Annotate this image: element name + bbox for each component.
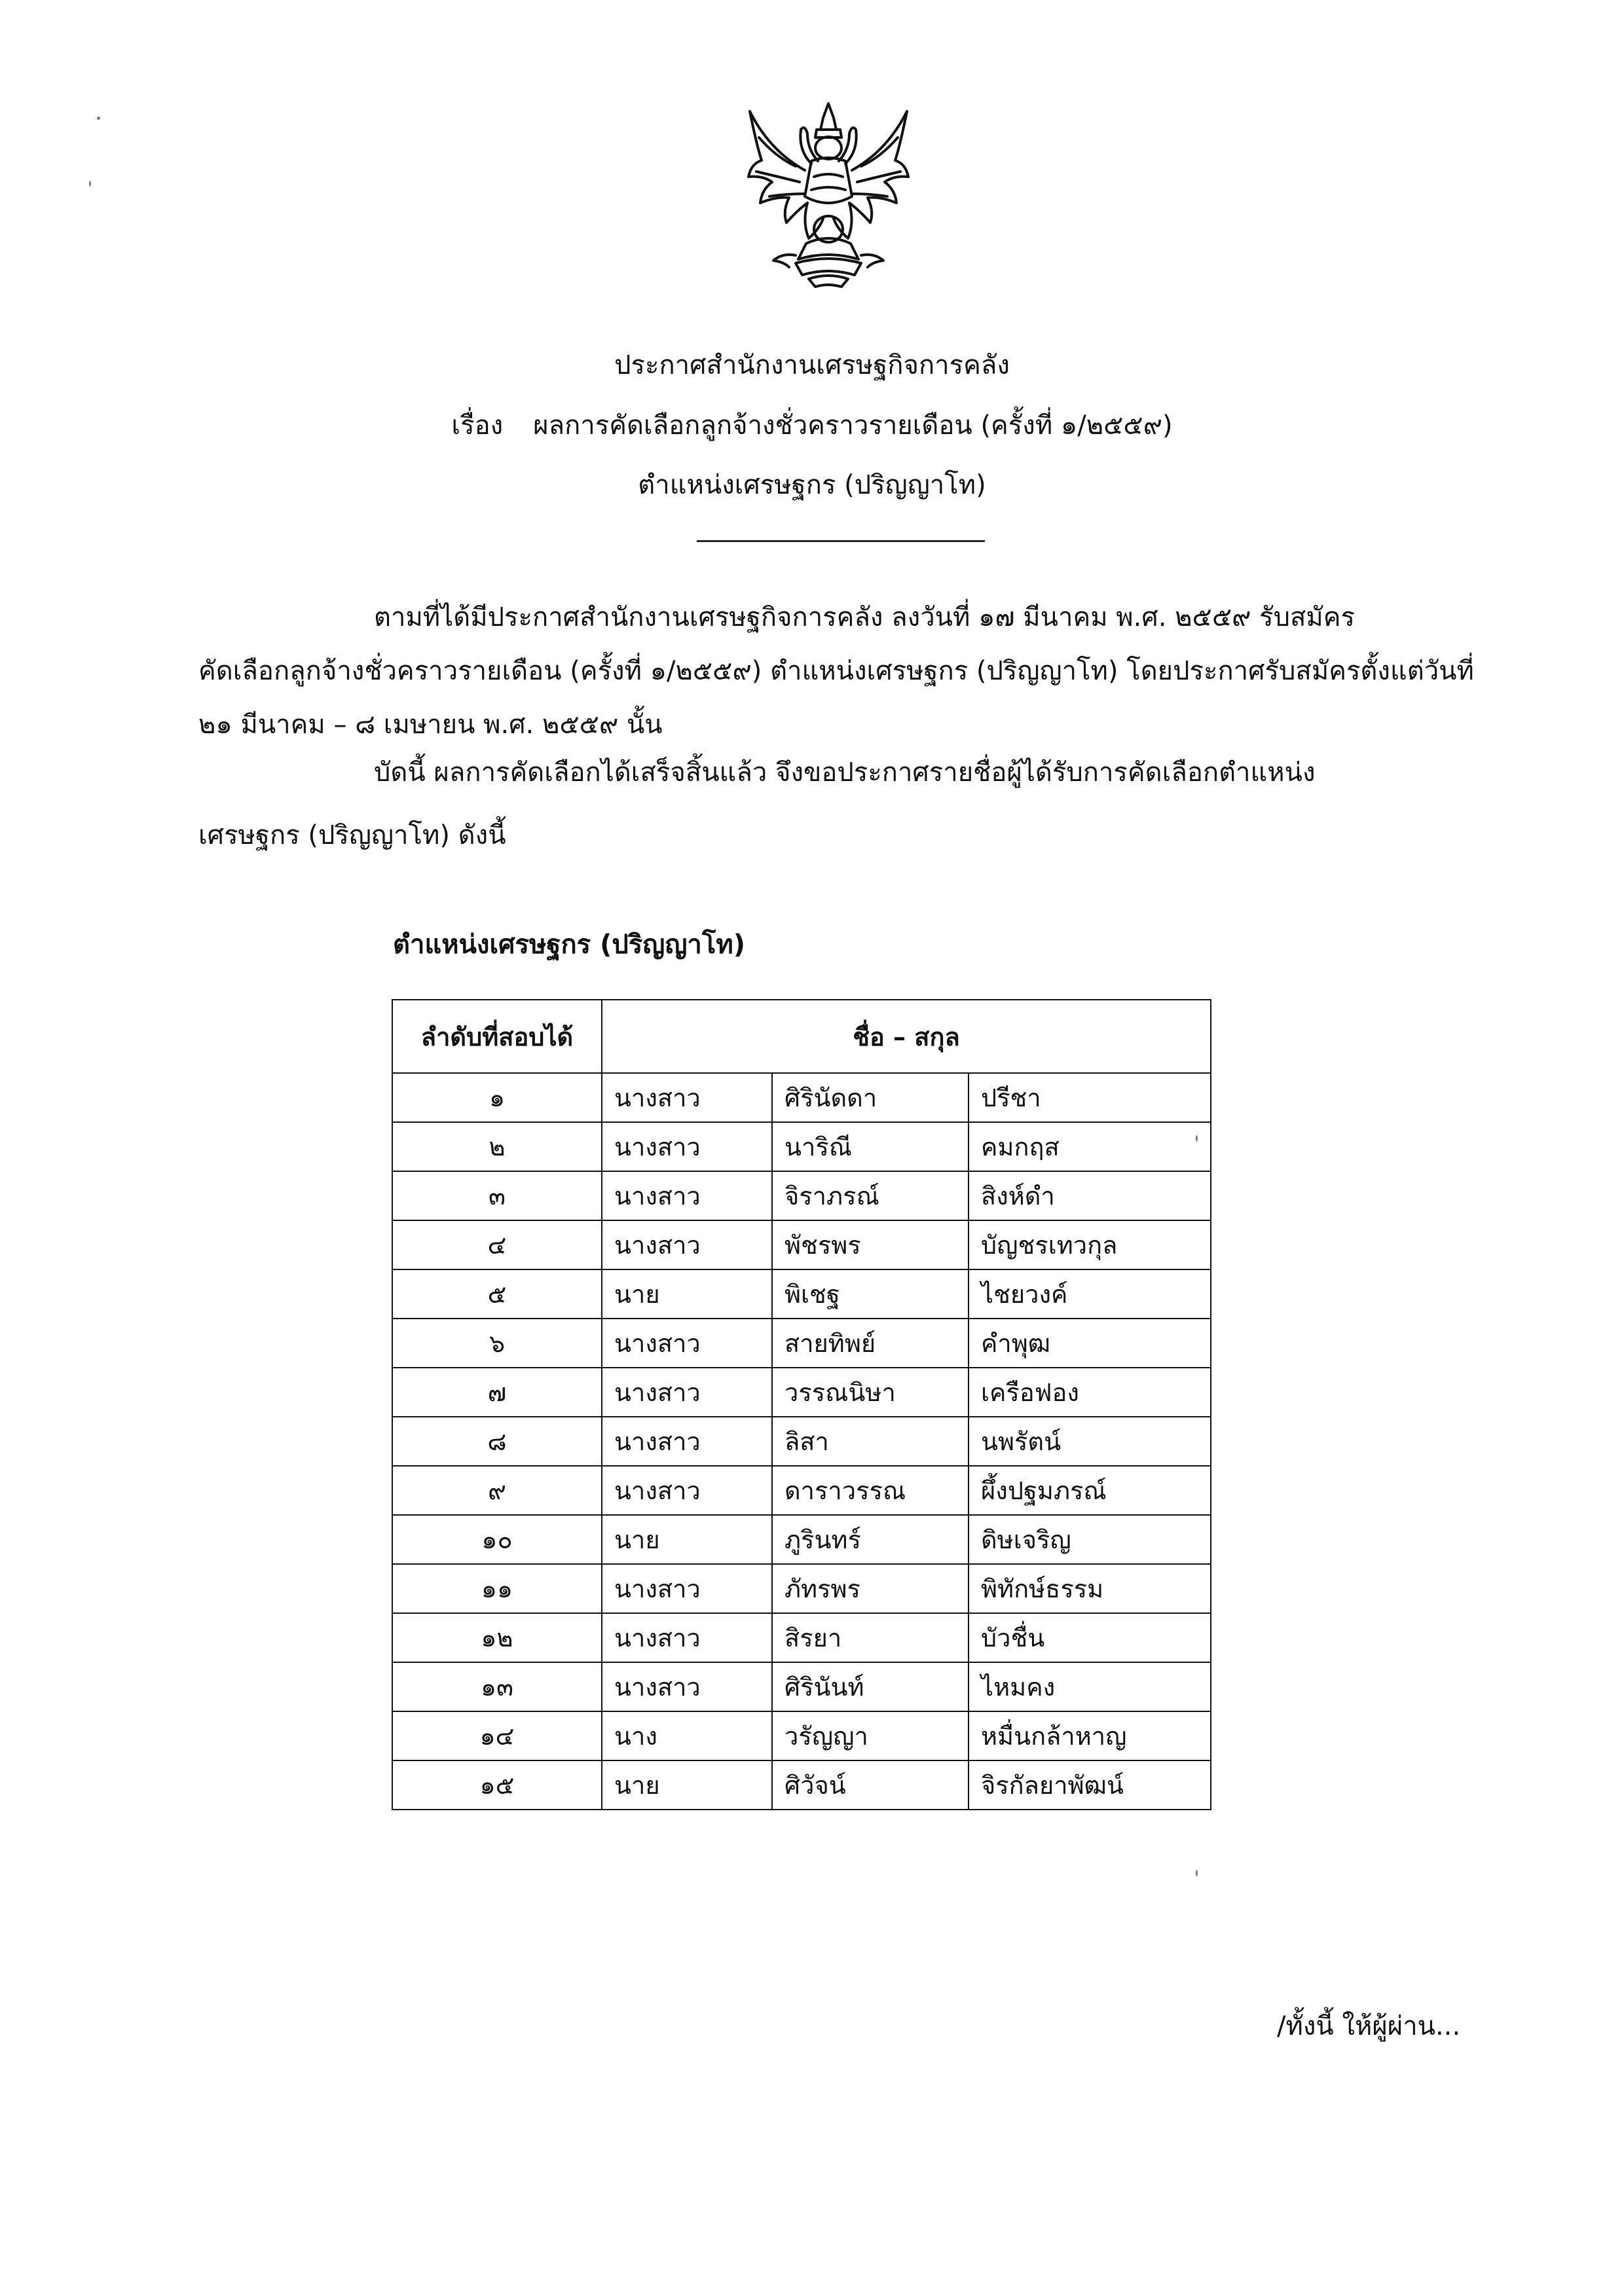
first-name-cell: ภัทรพร [772,1564,969,1613]
rank-cell: ๗ [392,1368,602,1417]
first-name-cell: ศิรินันท์ [772,1662,969,1711]
results-table [392,999,1211,1810]
subject-text: ผลการคัดเลือกลูกจ้างชั่วคราวรายเดือน (ครั้งที่ ๑/๒๕๕๙) [533,410,1173,441]
last-name-cell: ผึ้งปฐมภรณ์ [969,1466,1211,1515]
announcement-position: ตำแหน่งเศรษฐกร (ปริญญาโท) [638,470,986,500]
prefix-cell: นาง [602,1711,772,1760]
last-name-cell: สิงห์ดำ [969,1171,1211,1220]
table-row [392,1760,1211,1810]
last-name-cell: ไหมคง [969,1662,1211,1711]
table-row [392,1711,1211,1760]
first-name-cell: วรรณนิษา [772,1368,969,1417]
last-name-cell: คำพุฒ [969,1319,1211,1368]
scan-speck [1196,1870,1198,1876]
table-row [392,1515,1211,1564]
paragraph-announcement [198,756,1495,852]
scan-speck [89,181,91,187]
prefix-cell: นางสาว [602,1220,772,1269]
rank-cell: ๑๓ [392,1662,602,1711]
table-row [392,1368,1211,1417]
rank-cell: ๑๔ [392,1711,602,1760]
last-name-cell: เครือฟอง [969,1368,1211,1417]
last-name-cell: พิทักษ์ธรรม [969,1564,1211,1613]
last-name-cell: ปรีชา [969,1073,1211,1122]
table-row [392,1122,1211,1171]
subject-label: เรื่อง [451,410,504,441]
rank-cell: ๓ [392,1171,602,1220]
paragraph-line: บัดนี้ ผลการคัดเลือกได้เสร็จสิ้นแล้ว จึงขอประกาศรายชื่อผู้ได้รับการคัดเลือกตำแหน่ง [374,757,1316,788]
last-name-cell: บัญชรเทวกุล [969,1220,1211,1269]
header-rank: ลำดับที่สอบได้ [392,1000,602,1073]
prefix-cell: นางสาว [602,1417,772,1466]
first-name-cell: พิเชฐ [772,1269,969,1319]
prefix-cell: นาย [602,1515,772,1564]
table-row [392,1662,1211,1711]
prefix-cell: นางสาว [602,1319,772,1368]
prefix-cell: นางสาว [602,1073,772,1122]
section-heading: ตำแหน่งเศรษฐกร (ปริญญาโท) [393,930,745,960]
first-name-cell: ภูรินทร์ [772,1515,969,1564]
table-row [392,1417,1211,1466]
rank-cell: ๕ [392,1269,602,1319]
first-name-cell: สายทิพย์ [772,1319,969,1368]
prefix-cell: นางสาว [602,1466,772,1515]
first-name-cell: จิราภรณ์ [772,1171,969,1220]
table-row [392,1613,1211,1662]
continuation-note: /ทั้งนี้ ให้ผู้ผ่าน... [1277,2011,1461,2041]
last-name-cell: ไชยวงค์ [969,1269,1211,1319]
rank-cell: ๘ [392,1417,602,1466]
prefix-cell: นางสาว [602,1564,772,1613]
prefix-cell: นางสาว [602,1171,772,1220]
prefix-cell: นางสาว [602,1368,772,1417]
first-name-cell: นาริณี [772,1122,969,1171]
last-name-cell: นพรัตน์ [969,1417,1211,1466]
first-name-cell: ดาราวรรณ [772,1466,969,1515]
paragraph-background [198,601,1495,741]
last-name-cell: จิรกัลยาพัฒน์ [969,1760,1211,1810]
table-row [392,1220,1211,1269]
rank-cell: ๑ [392,1073,602,1122]
rank-cell: ๑๒ [392,1613,602,1662]
table-row [392,1171,1211,1220]
paragraph-line: ตามที่ได้มีประกาศสำนักงานเศรษฐกิจการคลัง ลงวันที่ ๑๗ มีนาคม พ.ศ. ๒๕๕๙ รับสมัคร [374,602,1356,632]
rank-cell: ๙ [392,1466,602,1515]
announcement-title: ประกาศสำนักงานเศรษฐกิจการคลัง [614,350,1010,380]
last-name-cell: ดิษเจริญ [969,1515,1211,1564]
first-name-cell: พัชรพร [772,1220,969,1269]
prefix-cell: นาย [602,1760,772,1810]
rank-cell: ๒ [392,1122,602,1171]
table-row [392,1269,1211,1319]
rank-cell: ๔ [392,1220,602,1269]
first-name-cell: วรัญญา [772,1711,969,1760]
first-name-cell: สิรยา [772,1613,969,1662]
first-name-cell: ลิสา [772,1417,969,1466]
rank-cell: ๑๕ [392,1760,602,1810]
prefix-cell: นาย [602,1269,772,1319]
announcement-subject [0,404,1624,446]
title-divider [697,540,985,542]
paragraph-line: คัดเลือกลูกจ้างชั่วคราวรายเดือน (ครั้งที่ ๑/๒๕๕๙) ตำแหน่งเศรษฐกร (ปริญญาโท) โดยประกาศรับสมัครตั้งแต่วันที่ [198,656,1474,686]
header-name: ชื่อ – สกุล [602,1000,1211,1073]
paragraph-line: เศรษฐกร (ปริญญาโท) ดังนี้ [198,820,506,850]
last-name-cell: บัวชื่น [969,1613,1211,1662]
table-row [392,1073,1211,1122]
garuda-emblem-icon [743,98,913,288]
table-row [392,1564,1211,1613]
prefix-cell: นางสาว [602,1613,772,1662]
rank-cell: ๖ [392,1319,602,1368]
paragraph-line: ๒๑ มีนาคม – ๘ เมษายน พ.ศ. ๒๕๕๙ นั้น [198,710,663,740]
last-name-cell: คมกฤส [969,1122,1211,1171]
table-row [392,1319,1211,1368]
first-name-cell: ศิรินัดดา [772,1073,969,1122]
table-row [392,1466,1211,1515]
prefix-cell: นางสาว [602,1122,772,1171]
last-name-cell: หมื่นกล้าหาญ [969,1711,1211,1760]
rank-cell: ๑๐ [392,1515,602,1564]
scan-speck [97,117,100,120]
table-header-row [392,1000,1211,1073]
first-name-cell: ศิวัจน์ [772,1760,969,1810]
prefix-cell: นางสาว [602,1662,772,1711]
rank-cell: ๑๑ [392,1564,602,1613]
